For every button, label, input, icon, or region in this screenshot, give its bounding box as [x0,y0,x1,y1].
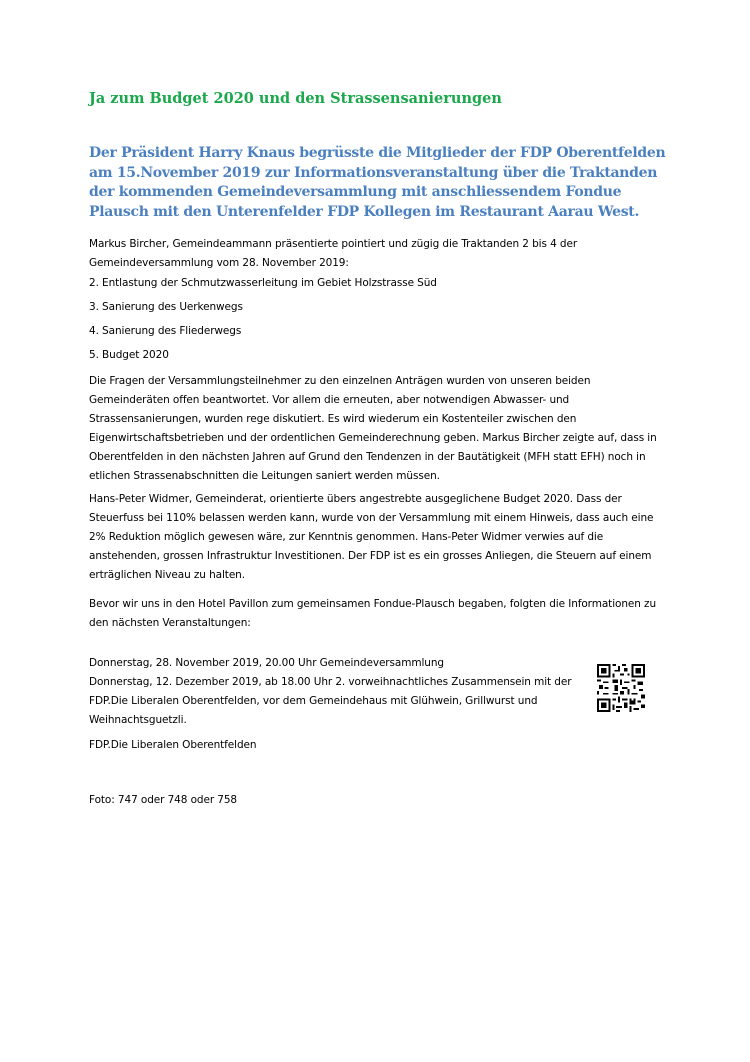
discussion-paragraph: Die Fragen der Versammlungsteilnehmer zu den einzelnen Anträgen wurden von unseren beiden Gemeinderäten offen beantwortet. Vor allem die erneuten, aber notwendigen Abwasser- und Strassensanierungen, wurden rege diskutiert. Es wird wiederum ein Kostenteiler zwischen den Eigenwirtschaftsbetrieben und der ordentlichen Gemeinderechnung geben. Markus Bircher zeigte auf, dass in Oberentfelden in den nächsten Jahren auf Grund den Tendenzen in der Bautätigkeit (MFH statt EFH) noch in etlichen Strassenabschnitten die Leitungen saniert werden müssen. [89,375,657,482]
agenda-item: 3. Sanierung des Uerkenwegs [89,301,243,313]
budget-paragraph: Hans-Peter Widmer, Gemeinderat, orientierte übers angestrebte ausgeglichene Budget 2020. Dass der Steuerfuss bei 110% belassen werden kann, wurde von der Versammlung mit einem Hinweis, dass auch eine 2% Reduktion möglich gewesen wäre, zur Kenntnis genommen. Hans-Peter Widmer verwies auf die anstehenden, grossen Infrastruktur Investitionen. Der FDP ist es ein grosses Anliegen, die Steuern auf einem erträglichen Niveau zu halten. [89,493,654,581]
qr-code-icon [597,664,645,712]
intro-paragraph: Markus Bircher, Gemeindeammann präsentierte pointiert und zügig die Traktanden 2 bis 4 der Gemeindeversammlung vom 28. November 2019: [89,238,578,269]
transition-paragraph: Bevor wir uns in den Hotel Pavillon zum gemeinsamen Fondue-Plausch begaben, folgten die Informationen zu den nächsten Veranstaltungen: [89,598,657,629]
photo-note: Foto: 747 oder 748 oder 758 [89,794,238,806]
agenda-item: 5. Budget 2020 [89,349,169,361]
event-item: Donnerstag, 28. November 2019, 20.00 Uhr Gemeindeversammlung [89,657,444,669]
agenda-item: 2. Entlastung der Schmutzwasserleitung im Gebiet Holzstrasse Süd [89,277,437,289]
event-item: Donnerstag, 12. Dezember 2019, ab 18.00 Uhr 2. vorweihnachtliches Zusammensein mit der FDP.Die Liberalen Oberentfelden, vor dem Gemeindehaus mit Glühwein, Grillwurst und Weihnachtsguetzli. [89,676,572,726]
signature: FDP.Die Liberalen Oberentfelden [89,739,257,751]
article-title: Ja zum Budget 2020 und den Strassensanierungen [89,90,502,107]
agenda-item: 4. Sanierung des Fliederwegs [89,325,242,337]
lead-paragraph: Der Präsident Harry Knaus begrüsste die Mitglieder der FDP Oberentfelden am 15.November 2019 zur Informationsveranstaltung über die Traktanden der kommenden Gemeindeversammlung mit anschliessendem Fondue Plausch mit den Unterenfelder FDP Kollegen im Restaurant Aarau West. [89,145,666,220]
